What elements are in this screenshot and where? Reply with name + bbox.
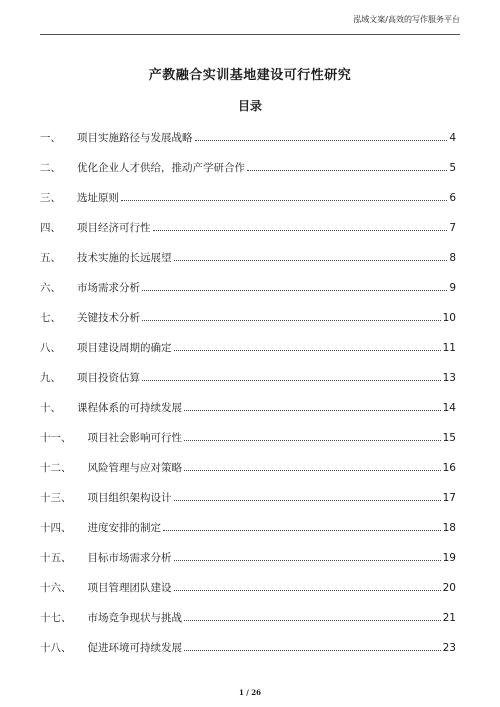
toc-entry[interactable] [40,187,456,217]
toc-entry-title: 项目投资估算 [77,372,140,384]
toc-entry[interactable] [40,247,456,277]
toc-entry[interactable] [40,127,456,157]
toc-entry-page: 5 [449,162,456,174]
toc-entry-title: 项目建设周期的确定 [77,342,172,354]
toc-leader-dots [184,619,441,621]
toc-entry-page: 20 [442,582,456,594]
toc-entry-number: 十四、 [40,522,72,534]
toc-leader-dots [142,289,447,291]
toc-entry-number: 八、 [40,342,61,354]
toc-entry-title: 市场需求分析 [77,282,140,294]
toc-entry-number: 二、 [40,162,61,174]
toc-entry[interactable] [40,457,456,487]
header-divider [40,34,460,35]
toc-entry[interactable] [40,157,456,187]
page-indicator: 1 / 26 [238,688,262,697]
toc-leader-dots [163,529,441,531]
table-of-contents [40,127,456,667]
toc-leader-dots [184,649,441,651]
toc-entry-number: 七、 [40,312,61,324]
toc-leader-dots [142,379,441,381]
toc-leader-dots [121,199,447,201]
toc-entry-number: 五、 [40,252,61,264]
toc-entry-title: 促进环境可持续发展 [87,642,182,654]
toc-entry-title: 选址原则 [77,192,119,204]
toc-entry[interactable] [40,577,456,607]
toc-leader-dots [184,469,441,471]
toc-entry-page: 16 [442,462,456,474]
toc-entry-title: 进度安排的制定 [87,522,161,534]
toc-entry-number: 十七、 [40,612,72,624]
toc-entry-page: 8 [449,252,456,264]
toc-entry-page: 6 [449,192,456,204]
toc-entry-page: 19 [442,552,456,564]
toc-entry-page: 15 [442,432,456,444]
header-text: 泓域文案/高效的写作服务平台 [353,15,460,24]
toc-entry-number: 一、 [40,132,61,144]
toc-entry-page: 10 [442,312,456,324]
toc-entry-number: 三、 [40,192,61,204]
toc-entry-title: 课程体系的可持续发展 [77,402,182,414]
toc-entry-number: 十、 [40,402,61,414]
toc-entry-number: 六、 [40,282,61,294]
toc-entry-title: 市场竞争现状与挑战 [87,612,182,624]
toc-leader-dots [247,169,447,171]
toc-entry-page: 14 [442,402,456,414]
toc-entry-page: 17 [442,492,456,504]
toc-entry[interactable] [40,547,456,577]
toc-entry-number: 十五、 [40,552,72,564]
toc-leader-dots [184,439,441,441]
toc-entry-title: 技术实施的长远展望 [77,252,172,264]
toc-entry-number: 十二、 [40,462,72,474]
toc-entry[interactable] [40,427,456,457]
toc-entry-number: 九、 [40,372,61,384]
toc-entry[interactable] [40,517,456,547]
toc-heading: 目录 [237,99,262,113]
toc-entry[interactable] [40,277,456,307]
toc-entry[interactable] [40,637,456,667]
toc-entry-page: 21 [442,612,456,624]
toc-entry-number: 十三、 [40,492,72,504]
toc-leader-dots [153,229,448,231]
toc-leader-dots [184,409,441,411]
toc-entry-page: 23 [442,642,456,654]
toc-entry-page: 11 [442,342,456,354]
toc-entry-page: 9 [449,282,456,294]
toc-entry-title: 优化企业人才供给，推动产学研合作 [77,162,245,174]
toc-entry-title: 项目管理团队建设 [87,582,172,594]
toc-entry[interactable] [40,397,456,427]
toc-entry[interactable] [40,367,456,397]
toc-entry-title: 目标市场需求分析 [87,552,172,564]
toc-entry-page: 7 [449,222,456,234]
toc-entry-page: 18 [442,522,456,534]
toc-entry-number: 十一、 [40,432,72,444]
toc-entry[interactable] [40,607,456,637]
toc-entry-title: 项目实施路径与发展战略 [77,132,193,144]
toc-entry[interactable] [40,307,456,337]
toc-entry-title: 关键技术分析 [77,312,140,324]
toc-entry-number: 十六、 [40,582,72,594]
toc-entry[interactable] [40,337,456,367]
toc-entry-page: 13 [442,372,456,384]
toc-leader-dots [174,259,448,261]
toc-leader-dots [174,559,441,561]
toc-leader-dots [174,349,441,351]
toc-entry[interactable] [40,487,456,517]
toc-leader-dots [174,499,441,501]
toc-entry-title: 项目组织架构设计 [87,492,172,504]
toc-entry-title: 项目社会影响可行性 [87,432,182,444]
toc-entry-title: 风险管理与应对策略 [87,462,182,474]
toc-entry-title: 项目经济可行性 [77,222,151,234]
toc-entry-number: 十八、 [40,642,72,654]
toc-entry-page: 4 [449,132,456,144]
toc-entry-number: 四、 [40,222,61,234]
toc-leader-dots [174,589,441,591]
document-title: 产教融合实训基地建设可行性研究 [148,68,352,83]
toc-leader-dots [142,319,441,321]
toc-leader-dots [195,139,448,141]
toc-entry[interactable] [40,217,456,247]
